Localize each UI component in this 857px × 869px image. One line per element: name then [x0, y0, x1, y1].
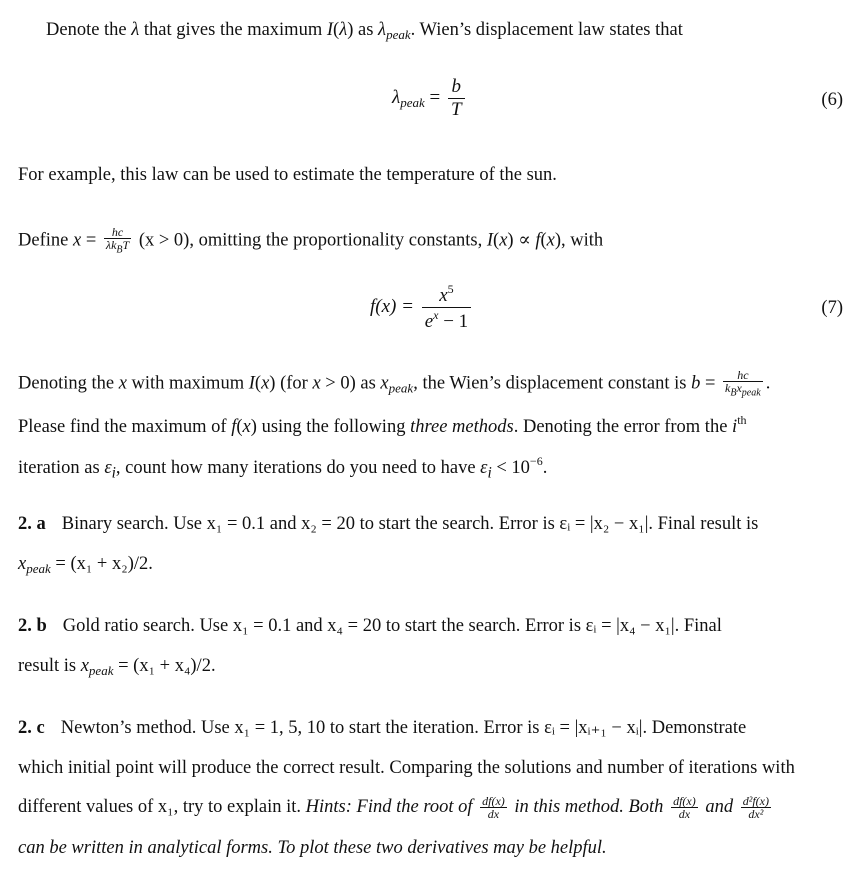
three-methods-emphasis: three methods [410, 417, 514, 437]
eq7-fraction [422, 282, 471, 333]
section-2a-text: Binary search. Use x₁ = 0.1 and x₂ = 20 to start the search. Error is εᵢ = |x₂ − x₁|. Final result is [61, 514, 759, 534]
iteration-line: iteration as $\varepsilon_i$, count how many iterations do you need to have $\varepsilon_i < 10^{-6}$. [18, 454, 548, 482]
eq7-den: e [424, 311, 434, 332]
eq7-den-sup: x [433, 308, 439, 322]
eq6-denominator: T [448, 98, 465, 121]
section-2a [18, 512, 758, 536]
section-2b [18, 614, 722, 638]
text: . [765, 373, 771, 394]
section-2a-label: 2. a [18, 514, 46, 534]
eq6-lhs: λ [392, 86, 401, 108]
text: different values of x₁, try to explain it. [18, 797, 306, 817]
define-line: Define x = $\frac{hc}{\lambda k_BT}$ (x > 0), omitting the proportionality constants, I(x) ∝ f(x), with [18, 225, 604, 256]
eq7-num: x [439, 285, 448, 306]
text: Please find the maximum of [18, 417, 232, 437]
text: Define [18, 230, 73, 251]
eq6-numerator: b [451, 76, 462, 97]
section-2c-line4: can be written in analytical forms. To plot these two derivatives may be helpful. [18, 838, 607, 858]
text: . Wien’s displacement law states that [410, 20, 683, 40]
text: . Denoting the error from the [513, 417, 733, 437]
denoting-line: Denoting the x with maximum I(x) (for x > 0) as $x_{peak}$, the Wien’s displacement constant is b = $\frac{hc}{k_Bx_{peak}}$ . [18, 368, 771, 399]
text: , count how many iterations do you need to have [115, 458, 481, 478]
hint-text: Hints: Find the root of [305, 797, 478, 817]
hint-text: and [700, 797, 738, 817]
eq7-num-sup: 5 [447, 282, 454, 296]
df-dx-fraction: $\frac{df(x)}{dx}$ [482, 794, 505, 822]
text: (for [275, 373, 313, 394]
eq6-lhs-sub: peak [400, 94, 425, 110]
eq7-den-tail: − 1 [438, 311, 469, 332]
text: Denote the [46, 20, 132, 40]
text: iteration as [18, 458, 105, 478]
example-line: For example, this law can be used to estimate the temperature of the sun. [18, 165, 557, 185]
equation-6: $\lambda_{peak}$ = $\frac{b}{T}$ [392, 76, 468, 121]
text: that gives the maximum [139, 20, 327, 40]
section-2c-text: Newton’s method. Use x₁ = 1, 5, 10 to start the iteration. Error is εᵢ = |xᵢ₊₁ − xᵢ|. Demonstrate [60, 718, 747, 738]
equation-number-6: (6) [821, 90, 843, 110]
section-2b-label: 2. b [18, 616, 47, 636]
text: using the following [256, 417, 411, 437]
hc-over-lambda-kbt: $\frac{hc}{\lambda k_BT}$ [105, 225, 130, 256]
section-2a-line2: $x_{peak} = (x_1 + x_2)/2$. [18, 554, 153, 576]
d2f-dx2-fraction: $\frac{\text{d²f(x)}}{\text{dx²}}$ [742, 794, 769, 822]
text: = (x₁ + x₂)/2. [55, 554, 153, 574]
please-line: Please find the maximum of f(x) using the following three methods. Denoting the error from the $i^{th}$ [18, 413, 747, 437]
text: = (x₁ + x₄)/2. [113, 656, 216, 676]
eq6-fraction [448, 76, 465, 121]
text: (x > 0), omitting the proportionality constants, [134, 230, 487, 251]
section-2c [18, 716, 746, 740]
section-2b-line2: result is $x_{peak} = (x_1 + x_4)/2$. [18, 656, 216, 678]
equation-7 [370, 282, 474, 333]
text: , with [561, 230, 604, 251]
eq7-lhs: f(x) = [370, 295, 414, 317]
section-2c-label: 2. c [18, 718, 45, 738]
hint-text: in this method. Both [509, 797, 669, 817]
section-2b-text: Gold ratio search. Use x₁ = 0.1 and x₄ = 20 to start the search. Error is εᵢ = |x₄ − x₁|. Final [62, 616, 722, 636]
section-2c-line2: which initial point will produce the correct result. Comparing the solutions and number of iterations with [18, 758, 795, 778]
text: with maximum [126, 373, 249, 394]
text: result is [18, 656, 81, 676]
text: , the Wien’s displacement constant is [413, 373, 692, 394]
section-2c-line3 [18, 795, 774, 820]
wien-constant-fraction: $\frac{hc}{k_Bx_{peak}}$ [725, 368, 761, 399]
intro-line: Denote the λ that gives the maximum I(λ) as $\lambda_{peak}$. Wien’s displacement law states that [46, 20, 683, 42]
text: as [353, 20, 379, 40]
df-dx-fraction-2: $\frac{df(x)}{dx}$ [673, 794, 696, 822]
equation-number-7: (7) [821, 298, 843, 318]
text: Denoting the [18, 373, 119, 394]
text: ) as [349, 373, 381, 394]
